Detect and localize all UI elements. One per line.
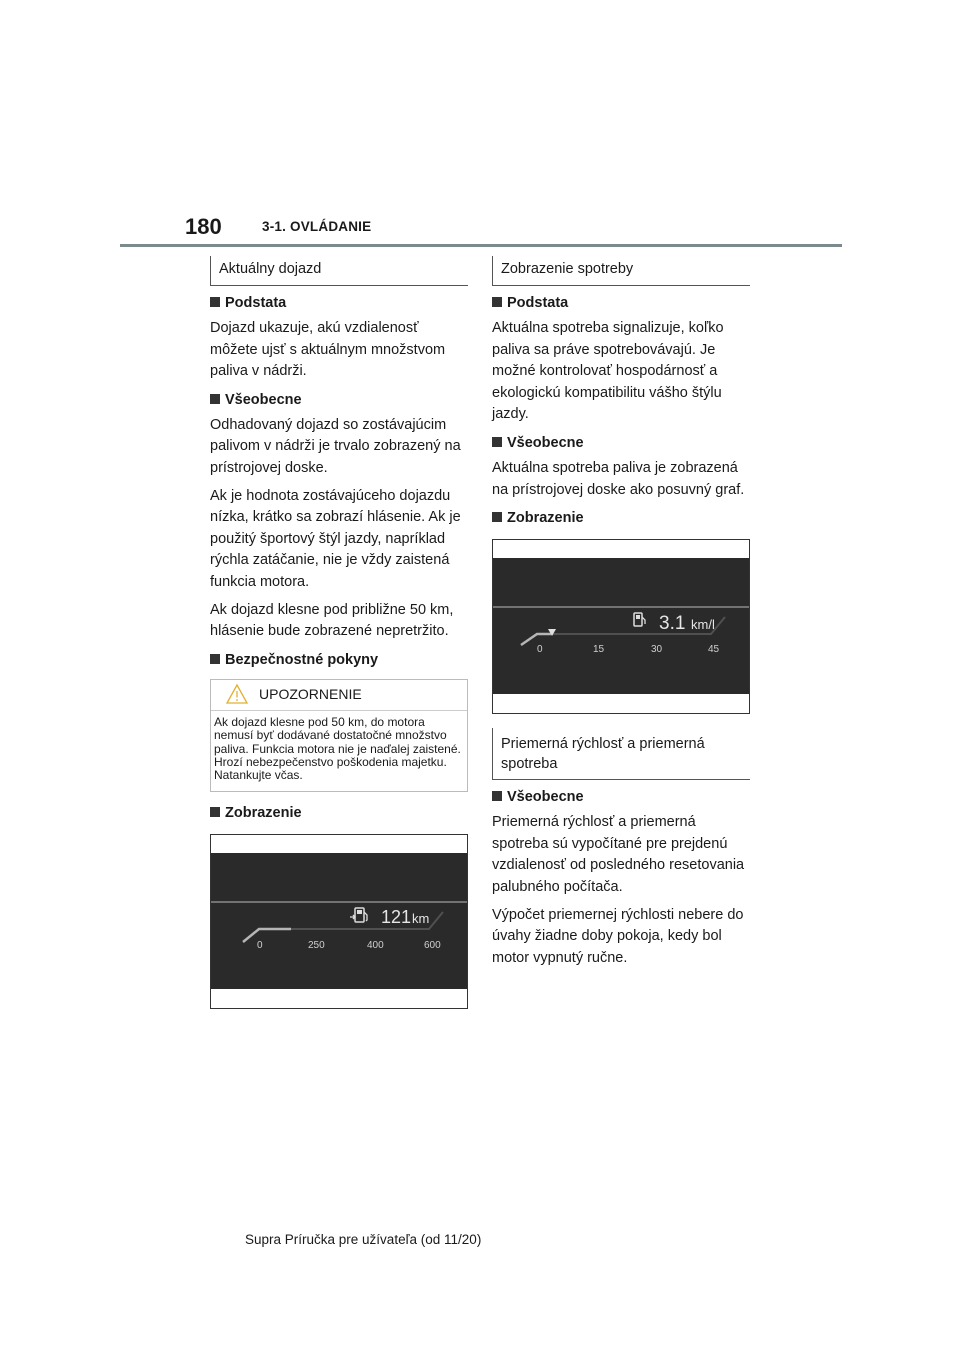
square-bullet-icon <box>492 437 502 447</box>
tick-label: 15 <box>593 644 605 656</box>
tick-label: 30 <box>651 644 663 656</box>
heading-podstata: Podstata <box>210 294 468 312</box>
range-value: 121 <box>381 906 412 927</box>
page-number: 180 <box>185 214 222 239</box>
paragraph: Odhadovaný dojazd so zostávajúcim palivom v nádrži je trvalo zobrazený na prístrojovej doske. <box>210 416 461 476</box>
left-column <box>210 256 468 1009</box>
heading-podstata: Podstata <box>492 294 750 312</box>
heading-vseobecne: Všeobecne <box>210 391 468 409</box>
warning-title: UPOZORNENIE <box>259 685 362 702</box>
tick-label: 45 <box>708 644 720 656</box>
heading-vseobecne: Všeobecne <box>492 788 750 806</box>
range-display <box>210 834 468 1009</box>
paragraph: Aktuálna spotreba paliva je zobrazená na prístrojovej doske ako posuvný graf. <box>492 459 745 498</box>
square-bullet-icon <box>210 297 220 307</box>
range-display-graphic <box>211 835 467 1008</box>
chapter-title: 3-1. OVLÁDANIE <box>262 219 372 234</box>
square-bullet-icon <box>210 394 220 404</box>
warning-text: Ak dojazd klesne pod 50 km, do motora nemusí byť dodávané dostatočné množstvo paliva. Funkcia motora nie je naďalej zaistené. Hrozí nebezpečenstvo poškodenia majetku. Natankujte včas. <box>214 714 461 783</box>
heading-vseobecne: Všeobecne <box>492 434 750 452</box>
consumption-display-graphic <box>493 540 749 713</box>
paragraph: Ak dojazd klesne pod približne 50 km, hlásenie bude zobrazené nepretržito. <box>210 601 454 640</box>
tick-label: 400 <box>367 939 384 951</box>
section-title-consumption: Zobrazenie spotreby <box>492 256 750 286</box>
tick-label: 0 <box>257 939 263 951</box>
paragraph: Aktuálna spotreba signalizuje, koľko paliva sa práve spotrebovávajú. Je možné kontrolovať hospodárnosť a ekologickú kompatibilitu vášho štýlu jazdy. <box>492 320 724 423</box>
consumption-display <box>492 539 750 714</box>
square-bullet-icon <box>492 297 502 307</box>
square-bullet-icon <box>210 807 220 817</box>
paragraph: Výpočet priemernej rýchlosti nebere do úvahy žiadne doby pokoja, kedy bol motor vypnutý ručne. <box>492 906 744 966</box>
square-bullet-icon <box>492 512 502 522</box>
right-column <box>492 256 750 975</box>
paragraph: Priemerná rýchlosť a priemerná spotreba sú vypočítané pre prejdenú vzdialenosť od posledného resetovania palubného počítača. <box>492 814 745 895</box>
warning-box <box>210 679 468 792</box>
range-unit: km <box>412 910 430 926</box>
tick-label: 0 <box>537 644 543 656</box>
heading-zobrazenie: Zobrazenie <box>492 509 750 527</box>
section-title-range: Aktuálny dojazd <box>210 256 468 286</box>
header-rule <box>120 244 842 247</box>
consumption-unit: km/l <box>691 617 715 633</box>
footer-text: Supra Príručka pre užívateľa (od 11/20) <box>245 1232 482 1247</box>
heading-zobrazenie: Zobrazenie <box>210 804 468 822</box>
tick-label: 600 <box>424 939 441 951</box>
paragraph: Ak je hodnota zostávajúceho dojazdu nízka, krátko sa zobrazí hlásenie. Ak je použitý športový štýl jazdy, napríklad rýchla zatáčanie, nie je vždy zaistená funkcia motora. <box>210 487 461 590</box>
heading-safety: Bezpečnostné pokyny <box>210 651 468 669</box>
square-bullet-icon <box>492 791 502 801</box>
tick-label: 250 <box>308 939 325 951</box>
warning-triangle-icon <box>225 683 249 705</box>
square-bullet-icon <box>210 654 220 664</box>
paragraph: Dojazd ukazuje, akú vzdialenosť môžete ujsť s aktuálnym množstvom paliva v nádrži. <box>210 320 446 380</box>
section-title-average: Priemerná rýchlosť a priemerná spotreba <box>492 728 750 780</box>
consumption-value: 3.1 <box>659 613 686 635</box>
